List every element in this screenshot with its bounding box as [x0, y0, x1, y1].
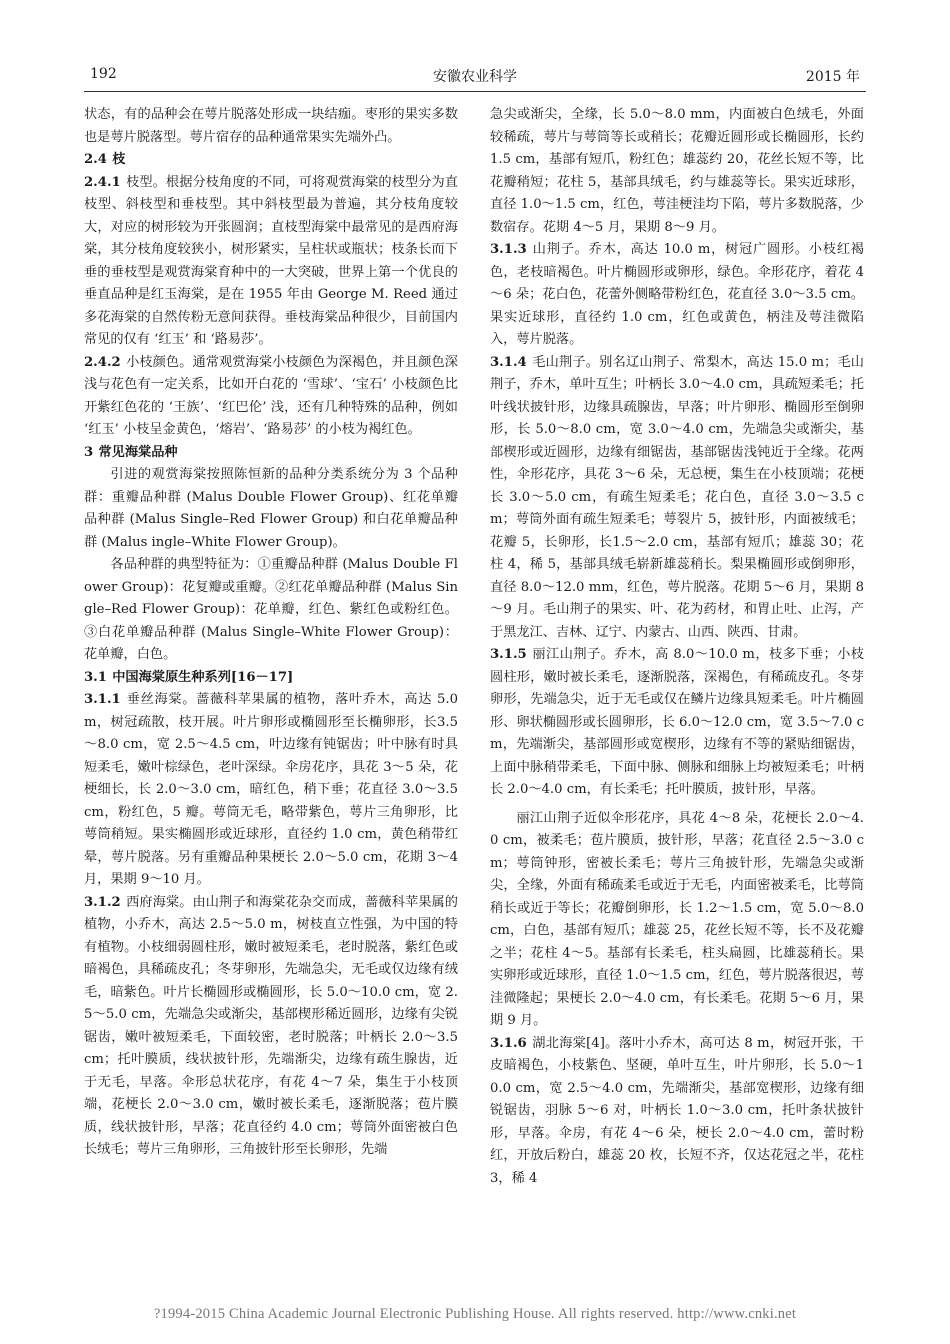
journal-name: 安徽农业科学 — [433, 69, 517, 85]
paragraph-text: 丽江山荆子近似伞形花序，具花 4～8 朵，花梗长 2.0～4.0 cm，被柔毛；苞片膜质，披针形，早落；花直径 2.5～3.0 cm；萼筒钟形，密被长柔毛；萼片三角披针形，先端急尖或渐尖，全缘，外面有稀疏柔毛或近于无毛，内面密被柔毛，比萼筒稍长或近于等长；花瓣倒卵形，长 1.2～1.5 cm，宽 5.0～8.0 cm，白色，基部有短爪；雄蕊 25，花丝长短不等，长不及花瓣之半；花柱 4～5。基部有长柔毛，柱头扁圆，比雄蕊稍长。果实卵形或近球形，直径 1.0～1.5 cm，红色，萼片脱落很迟，萼洼微隆起；果梗长 2.0～4.0 cm，有长柔毛。花期 5～6 月，果期 9 月。 — [490, 810, 864, 1028]
paragraph — [84, 892, 458, 1162]
paragraph — [490, 352, 864, 645]
paragraph — [84, 464, 458, 554]
heading-text: 常见海棠品种 — [98, 444, 178, 460]
section-heading — [84, 667, 458, 690]
section-number: 3 — [84, 444, 94, 460]
section-number: 3.1.5 — [490, 647, 527, 662]
paragraph — [84, 352, 458, 442]
right-column — [490, 104, 864, 1190]
section-number: 3.1.6 — [490, 1035, 527, 1051]
paragraph — [490, 104, 864, 239]
paragraph-text: 毛山荆子。别名辽山荆子、常梨木，高达 15.0 m；毛山荆子，乔木，单叶互生；叶柄长 3.0～4.0 cm，具疏短柔毛；托叶线状披针形，边缘具疏腺齿，早落；叶片卵形、椭圆形至倒卵形，长 5.0～8.0 cm，宽 3.0～4.0 cm，先端急尖或渐尖，基部楔形或近圆形，边缘有细锯齿，基部锯齿浅钝近于全缘。花两性，伞形花序，具花 3～6 朵，无总梗，集生在小枝顶端；花梗长 3.0～5.0 cm，有疏生短柔毛；花白色，直径 3.0～3.5 cm；萼筒外面有疏生短柔毛；萼裂片 5，披针形，内面被绒毛；花瓣 5，长卵形，长1.5～2.0 cm，基部有短爪；雄蕊 30；花柱 4，稀 5，基部具绒毛崭新雄蕊稍长。梨果椭圆形或倒卵形，直径 8.0～12.0 mm，红色，萼片脱落。花期 5～6 月，果期 8～9 月。毛山荆子的果实、叶、花为药材，和胃止吐、止泻，产于黑龙江、吉林、辽宁、内蒙古、山西、陕西、甘肃。 — [490, 354, 864, 640]
paragraph-text: 山荆子。乔木，高达 10.0 m，树冠广圆形。小枝红褐色，老枝暗褐色。叶片椭圆形或卵形，绿色。伞形花序，着花 4～6 朵；花白色，花蕾外侧略带粉红色，花直径 3.0～3.5 cm。果实近球形，直径约 1.0 cm，红色或黄色，柄洼及萼洼微陷入，萼片脱落。 — [490, 242, 864, 347]
section-number: 3.1 — [84, 669, 107, 685]
section-heading — [84, 149, 458, 172]
paragraph-text: 小枝颜色。通常观赏海棠小枝颜色为深褐色，并且颜色深浅与花色有一定关系，比如开白花的 ‘雪球’、‘宝石’ 小枝颜色比开紫红色花的 ‘王族’、‘红巴伦’ 浅，还有几种特殊的品种，例如 ‘红玉’ 小枝呈金黄色，‘熔岩’、‘路易莎’ 的小枝为褐红色。 — [84, 354, 458, 437]
section-number: 3.1.2 — [84, 894, 121, 910]
heading-text: 中国海棠原生种系列[16－17] — [112, 669, 294, 685]
section-number: 2.4.1 — [84, 174, 121, 190]
paragraph — [84, 554, 458, 667]
heading-text: 枝 — [112, 152, 126, 167]
paragraph — [84, 104, 458, 149]
paragraph — [490, 239, 864, 352]
section-number: 3.1.1 — [84, 692, 121, 707]
paragraph-text: 状态，有的品种会在萼片脱落处形成一块结痂。枣形的果实多数也是萼片脱落型。萼片宿存的品种通常果实先端外凸。 — [84, 107, 458, 145]
section-heading — [84, 442, 458, 465]
paragraph — [84, 689, 458, 892]
left-column — [84, 104, 458, 1162]
paragraph-text: 枝型。根据分枝角度的不同，可将观赏海棠的枝型分为直枝型、斜枝型和垂枝型。其中斜枝型最为普遍，其分枝角度较大，对应的树形较为开张圆润；直枝型海棠中最常见的是西府海棠，其分枝角度较狭小，树形紧实，呈柱状或瓶状；枝条长而下垂的垂枝型是观赏海棠育种中的一大突破，世界上第一个优良的垂直品种是红玉海棠，是在 1955 年由 George M. Reed 通过多花海棠的自然传粉无意间获得。垂枝海棠品种很少，目前国内常见的仅有 ‘红玉’ 和 ‘路易莎’。 — [84, 174, 458, 347]
paragraph — [84, 172, 458, 352]
copyright-footer: ?1994-2015 China Academic Journal Electronic Publishing House. All rights reserved. http://www.cnki.net — [153, 1306, 797, 1322]
paragraph-text: 丽江山荆子。乔木，高 8.0～10.0 m，枝多下垂；小枝圆柱形，嫩时被长柔毛，逐渐脱落，深褐色，有稀疏皮孔。冬芽卵形，先端急尖，近于无毛或仅在鳞片边缘具短柔毛。叶片椭圆形、卵状椭圆形或长圆卵形，长 6.0～12.0 cm，宽 3.5～7.0 cm，先端渐尖，基部圆形或宽楔形，边缘有不等的紧贴细锯齿，上面中脉稍带柔毛，下面中脉、侧脉和细脉上均被短柔毛；叶柄长 2.0～4.0 cm，有长柔毛；托叶膜质，披针形，早落。 — [490, 647, 864, 797]
section-number: 3.1.4 — [490, 354, 527, 370]
paragraph-text: 湖北海棠[4]。落叶小乔木，高可达 8 m，树冠开张，干皮暗褐色，小枝紫色、坚硬，单叶互生，叶片卵形，长 5.0～10.0 cm，宽 2.5～4.0 cm，先端渐尖，基部宽楔形，边缘有细锐锯齿，羽脉 5～6 对，叶柄长 1.0～3.0 cm，托叶条状披针形，早落。伞房，有花 4～6 朵，梗长 2.0～4.0 cm，蕾时粉红，开放后粉白，雄蕊 20 枚，长短不齐，仅达花冠之半，花柱 3，稀 4 — [490, 1035, 864, 1186]
section-number: 3.1.3 — [490, 242, 527, 257]
section-number: 2.4 — [84, 152, 107, 167]
running-header — [90, 66, 860, 88]
paragraph-text: 引进的观赏海棠按照陈恒新的品种分类系统分为 3 个品种群：重瓣品种群 (Malus Double Flower Group)、红花单瓣品种群 (Malus Single–Red Flower Group) 和白花单瓣品种群 (Malus ingle–White Flower Group)。 — [84, 467, 458, 550]
paragraph-text: 各品种群的典型特征为：①重瓣品种群 (Malus Double Flower Group)：花复瓣或重瓣。②红花单瓣品种群 (Malus Single–Red Flower Group)：花单瓣，红色、紫红色或粉红色。③白花单瓣品种群 (Malus Single–White Flower Group)：花单瓣，白色。 — [84, 557, 458, 662]
paragraph — [490, 1033, 864, 1191]
page-number: 192 — [90, 66, 117, 82]
section-number: 2.4.2 — [84, 354, 121, 370]
header-rule — [84, 91, 866, 92]
paragraph-text: 急尖或渐尖，全缘，长 5.0～8.0 mm，内面被白色绒毛，外面较稀疏，萼片与萼筒等长或稍长；花瓣近圆形或长椭圆形，长约 1.5 cm，基部有短爪，粉红色；雄蕊约 20，花丝长短不等，比花瓣稍短；花柱 5，基部具绒毛，约与雄蕊等长。果实近球形，直径 1.0～1.5 cm，红色，萼洼梗洼均下陷，萼片多数脱落，少数宿存。花期 4～5 月，果期 8～9 月。 — [490, 107, 864, 235]
paragraph-text: 西府海棠。由山荆子和海棠花杂交而成，蔷薇科苹果属的植物，小乔木，高达 2.5～5.0 m，树枝直立性强，为中国的特有植物。小枝细弱圆柱形，嫩时被短柔毛，老时脱落，紫红色或暗褐色，具稀疏皮孔；冬芽卵形，先端急尖，无毛或仅边缘有绒毛，暗紫色。叶片长椭圆形或椭圆形，长 5.0～10.0 cm，宽 2.5～5.0 cm，先端急尖或渐尖，基部楔形稀近圆形，边缘有尖锐锯齿，嫩叶被短柔毛，下面较密，老时脱落；叶柄长 2.0～3.5 cm；托叶膜质，线状披针形，先端渐尖，边缘有疏生腺齿，近于无毛，早落。伞形总状花序，有花 4～7 朵，集生于小枝顶端，花梗长 2.0～3.0 cm，嫩时被长柔毛，逐渐脱落；苞片膜质，线状披针形，早落；花直径约 4.0 cm；萼筒外面密被白色长绒毛；萼片三角卵形，三角披针形至长卵形，先端 — [84, 894, 458, 1157]
paragraph — [490, 644, 864, 802]
paragraph-text: 垂丝海棠。蔷薇科苹果属的植物，落叶乔木，高达 5.0 m，树冠疏散，枝开展。叶片卵形或椭圆形至长椭卵形，长3.5～8.0 cm，宽 2.5～4.5 cm，叶边缘有钝锯齿；叶中脉有时具短柔毛，嫩叶棕绿色，老叶深绿。伞房花序，具花 3～5 朵，花梗细长，长 2.0～3.0 cm，暗红色，稍下垂；花直径 3.0～3.5 cm，粉红色，5 瓣。萼筒无毛，略带紫色，萼片三角卵形，比萼筒稍短。果实椭圆形或近球形，直径约 1.0 cm，黄色稍带红晕，萼片脱落。另有重瓣品种果梗长 2.0～5.0 cm，花期 3～4 月，果期 9～10 月。 — [84, 692, 458, 887]
publication-year: 2015 年 — [805, 69, 860, 85]
paragraph — [490, 808, 864, 1033]
